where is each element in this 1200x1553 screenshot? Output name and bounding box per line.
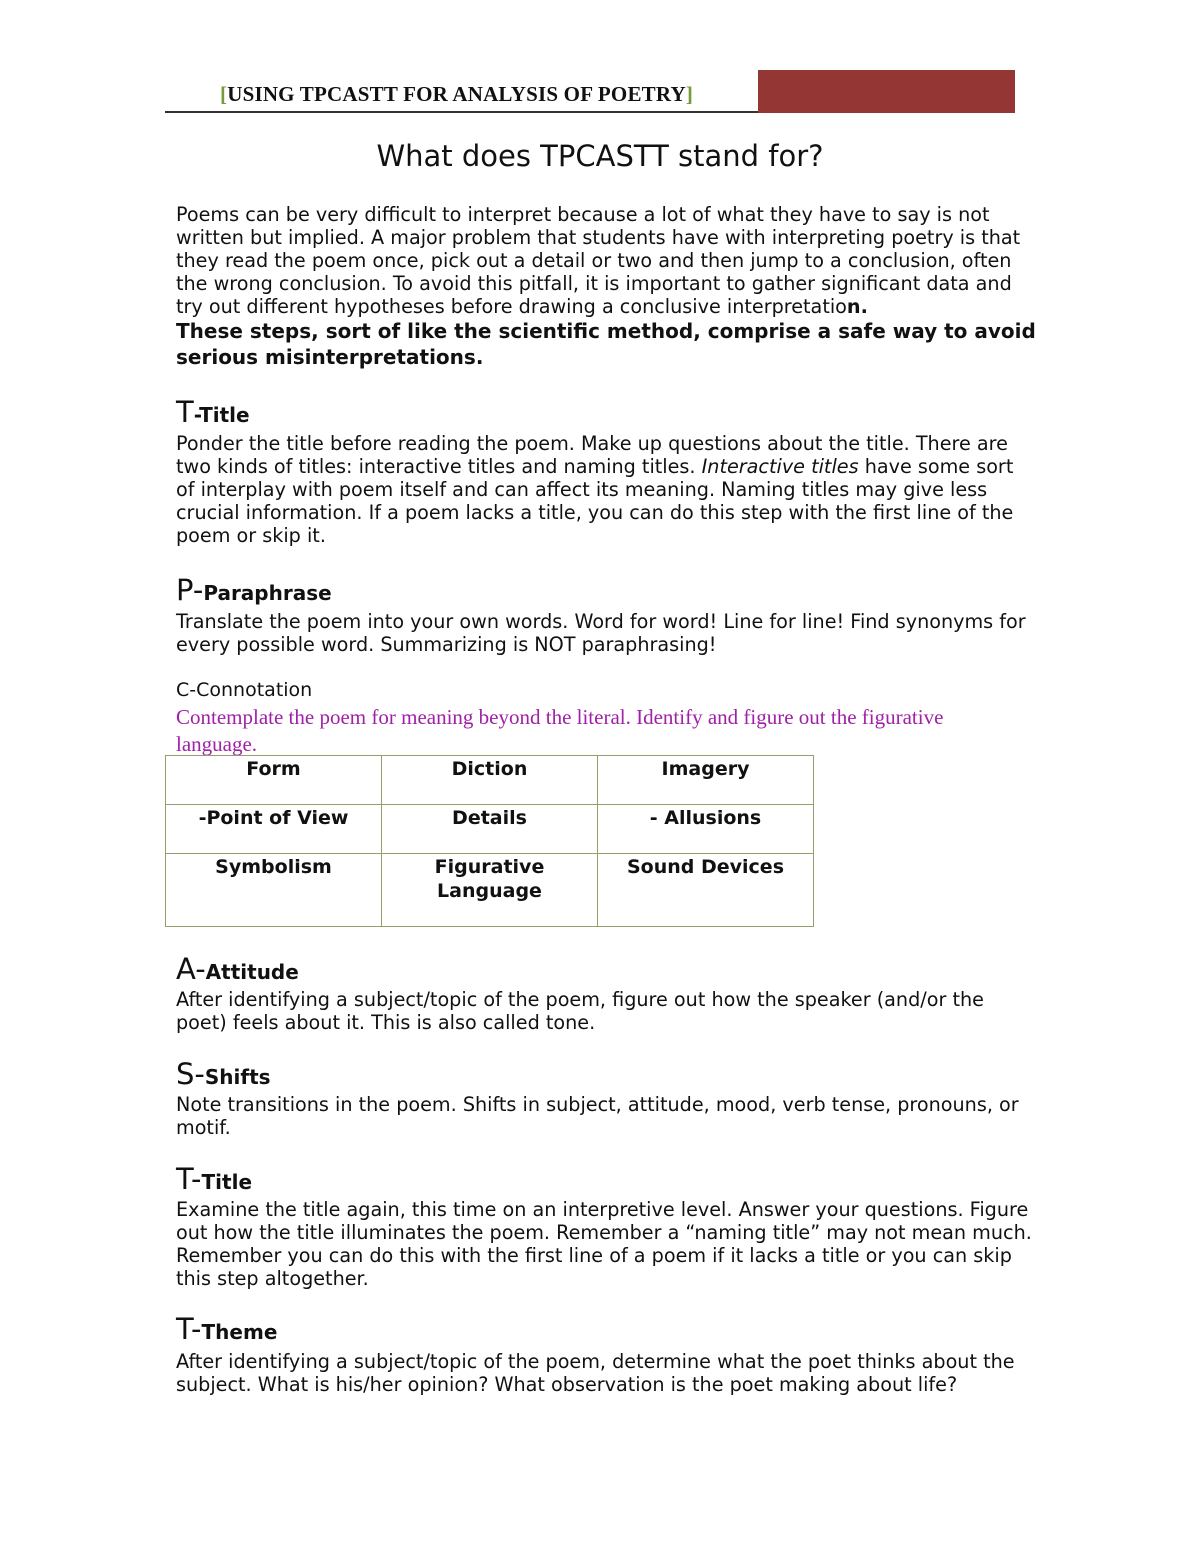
table-cell: Symbolism <box>166 854 382 927</box>
step-theme-body: After identifying a subject/topic of the poem, determine what the poet thinks about the subject. What is his/her opinion? What observation is the poet making about life? <box>176 1350 1015 1396</box>
step-attitude-body: After identifying a subject/topic of the poem, figure out how the speaker (and/or the poet) feels about it. This is also called tone. <box>176 988 984 1034</box>
header-title-text: USING TPCASTT FOR ANALYSIS OF POETRY <box>227 82 686 106</box>
step-shifts-heading <box>176 1057 271 1091</box>
step-title-word: -Title <box>193 403 250 427</box>
step-shifts-word: Shifts <box>204 1065 271 1089</box>
step-title-heading <box>176 395 250 429</box>
intro-bold-text: These steps, sort of like the scientific method, comprise a safe way to avoid serious misinterpretations. <box>176 319 1036 369</box>
intro-text: Poems can be very difficult to interpret because a lot of what they have to say is not written but implied. A major problem that students have with interpreting poetry is that they read the poem once, pick out a detail or two and then jump to a conclusion, often the wrong conclusion. To avoid this pitfall, it is important to gather significant data and try out different hypotheses before drawing a conclusive interpretatio <box>176 203 1021 318</box>
literary-elements-table <box>165 755 814 927</box>
table-cell: Sound Devices <box>598 854 814 927</box>
header-bracket-close: ] <box>685 82 694 106</box>
table-row <box>166 805 814 854</box>
step-title-text-2: have some sort of interplay with poem itself and can affect its meaning. Naming titles may give less crucial information. If a poem lacks a title, you can do this step with the first line of the poem or skip it. <box>176 455 1014 547</box>
step-title-again-word: Title <box>201 1170 253 1194</box>
table-cell: Form <box>166 756 382 805</box>
table-cell: Details <box>382 805 598 854</box>
step-attitude-letter: A- <box>176 952 206 986</box>
step-theme-letter: T- <box>176 1312 202 1346</box>
step-shifts-letter: S- <box>176 1057 205 1091</box>
step-paraphrase-word: Paraphrase <box>203 581 332 605</box>
step-title-letter: T <box>176 395 194 429</box>
step-paraphrase-letter: P- <box>176 573 204 607</box>
table-cell: -Point of View <box>166 805 382 854</box>
step-paraphrase-body: Translate the poem into your own words. Word for word! Line for line! Find synonyms for every possible word. Summarizing is NOT paraphrasing! <box>176 610 1026 656</box>
table-cell: Figurative Language <box>382 854 598 927</box>
step-connotation-body: Contemplate the poem for meaning beyond the literal. Identify and figure out the figurative language. <box>176 705 944 756</box>
intro-paragraph <box>176 203 1036 370</box>
step-title-again-letter: T- <box>176 1162 202 1196</box>
step-paraphrase-heading <box>176 573 332 607</box>
table-cell: Diction <box>382 756 598 805</box>
step-shifts-body: Note transitions in the poem. Shifts in subject, attitude, mood, verb tense, pronouns, or motif. <box>176 1093 1019 1139</box>
header-accent-block <box>758 70 1015 113</box>
step-theme-heading <box>176 1312 277 1346</box>
step-title-body <box>176 432 1036 547</box>
step-title-text-1: Ponder the title before reading the poem. Make up questions about the title. There are two kinds of titles: interactive titles and naming titles. <box>176 432 1008 478</box>
header-title <box>220 82 693 107</box>
header-rule <box>165 111 758 113</box>
table-cell: Imagery <box>598 756 814 805</box>
page-header <box>165 70 1015 114</box>
step-theme-word: Theme <box>201 1320 278 1344</box>
step-connotation-heading: C-Connotation <box>176 679 313 701</box>
table-row <box>166 854 814 927</box>
step-title-again-body: Examine the title again, this time on an interpretive level. Answer your questions. Figure out how the title illuminates the poem. Remember a “naming title” may not mean much. Remember you can do this with the first line of a poem if it lacks a title or you can skip this step altogether. <box>176 1198 1032 1290</box>
step-title-italic: Interactive titles <box>701 455 859 478</box>
intro-text-tail: n. <box>846 295 868 318</box>
page-title: What does TPCASTT stand for? <box>376 139 824 173</box>
table-row <box>166 756 814 805</box>
table-cell: - Allusions <box>598 805 814 854</box>
step-attitude-heading <box>176 952 299 986</box>
step-attitude-word: Attitude <box>205 960 299 984</box>
header-bracket-open: [ <box>220 82 228 106</box>
step-title-again-heading <box>176 1162 252 1196</box>
